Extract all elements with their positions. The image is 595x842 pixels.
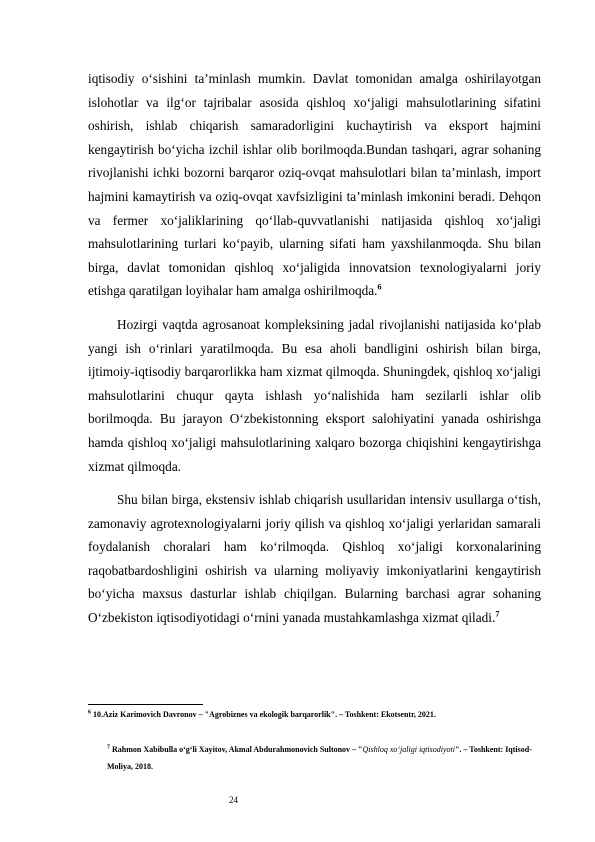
footnote-7-text-after: ". – Toshkent: Iqtisod-Moliya, 2018. — [107, 745, 532, 771]
paragraph-2 — [88, 313, 541, 478]
footnote-7-title: Qishloq xo‘jaligi iqtisodiyoti — [362, 745, 455, 754]
footnote-7-number: 7 — [107, 744, 110, 751]
footnote-separator — [88, 704, 203, 705]
paragraph-1 — [88, 67, 541, 303]
footnote-ref-7[interactable]: 7 — [495, 609, 500, 619]
main-text — [88, 67, 541, 640]
footnote-6-text: 10.Aziz Karimovich Davronov – "Agrobiznes va ekologik barqarorlik". – Toshkent: Ekotsentr, 2021. — [93, 710, 436, 719]
footnote-ref-6[interactable]: 6 — [377, 282, 382, 292]
paragraph-2-text: Hozirgi vaqtda agrosanoat kompleksining jadal rivojlanishi natijasida ko‘plab yangi ish o‘rinlari yaratilmoqda. Bu esa aholi bandligini oshirish bilan birga, ijtimoiy-iqtisodiy barqarorlikka ham xizmat qilmoqda. Shuningdek, qishloq xo‘jaligi mahsulotlarini chuqur qayta ishlash yo‘nalishida ham sezilarli ishlar olib borilmoqda. Bu jarayon O‘zbekistonning eksport salohiyatini yanada oshirishga hamda qishloq xo‘jaligi mahsulotlarining xalqaro bozorga chiqishini kengaytirishga xizmat qilmoqda. — [88, 316, 541, 474]
footnote-7-text-before: Rahmon Xabibulla o‘g‘li Xayitov, Akmal Abdurahmonovich Sultonov – " — [112, 745, 363, 754]
footnote-6-number: 6 — [88, 709, 91, 716]
paragraph-3 — [88, 488, 541, 630]
paragraph-1-text: iqtisodiy o‘sishini ta’minlash mumkin. Davlat tomonidan amalga oshirilayotgan islohotlar va ilg‘or tajribalar asosida qishloq xo‘jaligi mahsulotlarining sifatini oshirish, ishlab chiqarish samaradorligini kuchaytirish va eksport hajmini kengaytirish bo‘yicha izchil ishlar olib borilmoqda.Bundan tashqari, agrar sohaning rivojlanishi ichki bozorni barqaror oziq-ovqat mahsulotlari bilan ta’minlash, import hajmini kamaytirish va oziq-ovqat xavfsizligini ta’minlash imkonini beradi. Dehqon va fermer xo‘jaliklarining qo‘llab-quvvatlanishi natijasida qishloq xo‘jaligi mahsulotlarining turlari ko‘payib, ularning sifati ham yaxshilanmoqda. Shu bilan birga, davlat tomonidan qishloq xo‘jaligida innovatsion texnologiyalarni joriy etishga qaratilgan loyihalar ham amalga oshirilmoqda. — [88, 71, 541, 299]
footnote-6 — [88, 709, 548, 720]
page-number: 24 — [229, 795, 238, 805]
paragraph-3-text: Shu bilan birga, ekstensiv ishlab chiqarish usullaridan intensiv usullarga o‘tish, zamonaviy agrotexnologiyalarni joriy qilish va qishloq xo‘jaligi yerlaridan samarali foydalanish choralari ham ko‘rilmoqda. Qishloq xo‘jaligi korxonalarining raqobatbardoshligini oshirish va ularning moliyaviy imkoniyatlarini kengaytirish bo‘yicha maxsus dasturlar ishlab chiqilgan. Bularning barchasi agrar sohaning O‘zbekiston iqtisodiyotidagi o‘rnini yanada mustahkamlashga xizmat qiladi. — [88, 492, 541, 626]
footnote-7 — [107, 741, 547, 775]
